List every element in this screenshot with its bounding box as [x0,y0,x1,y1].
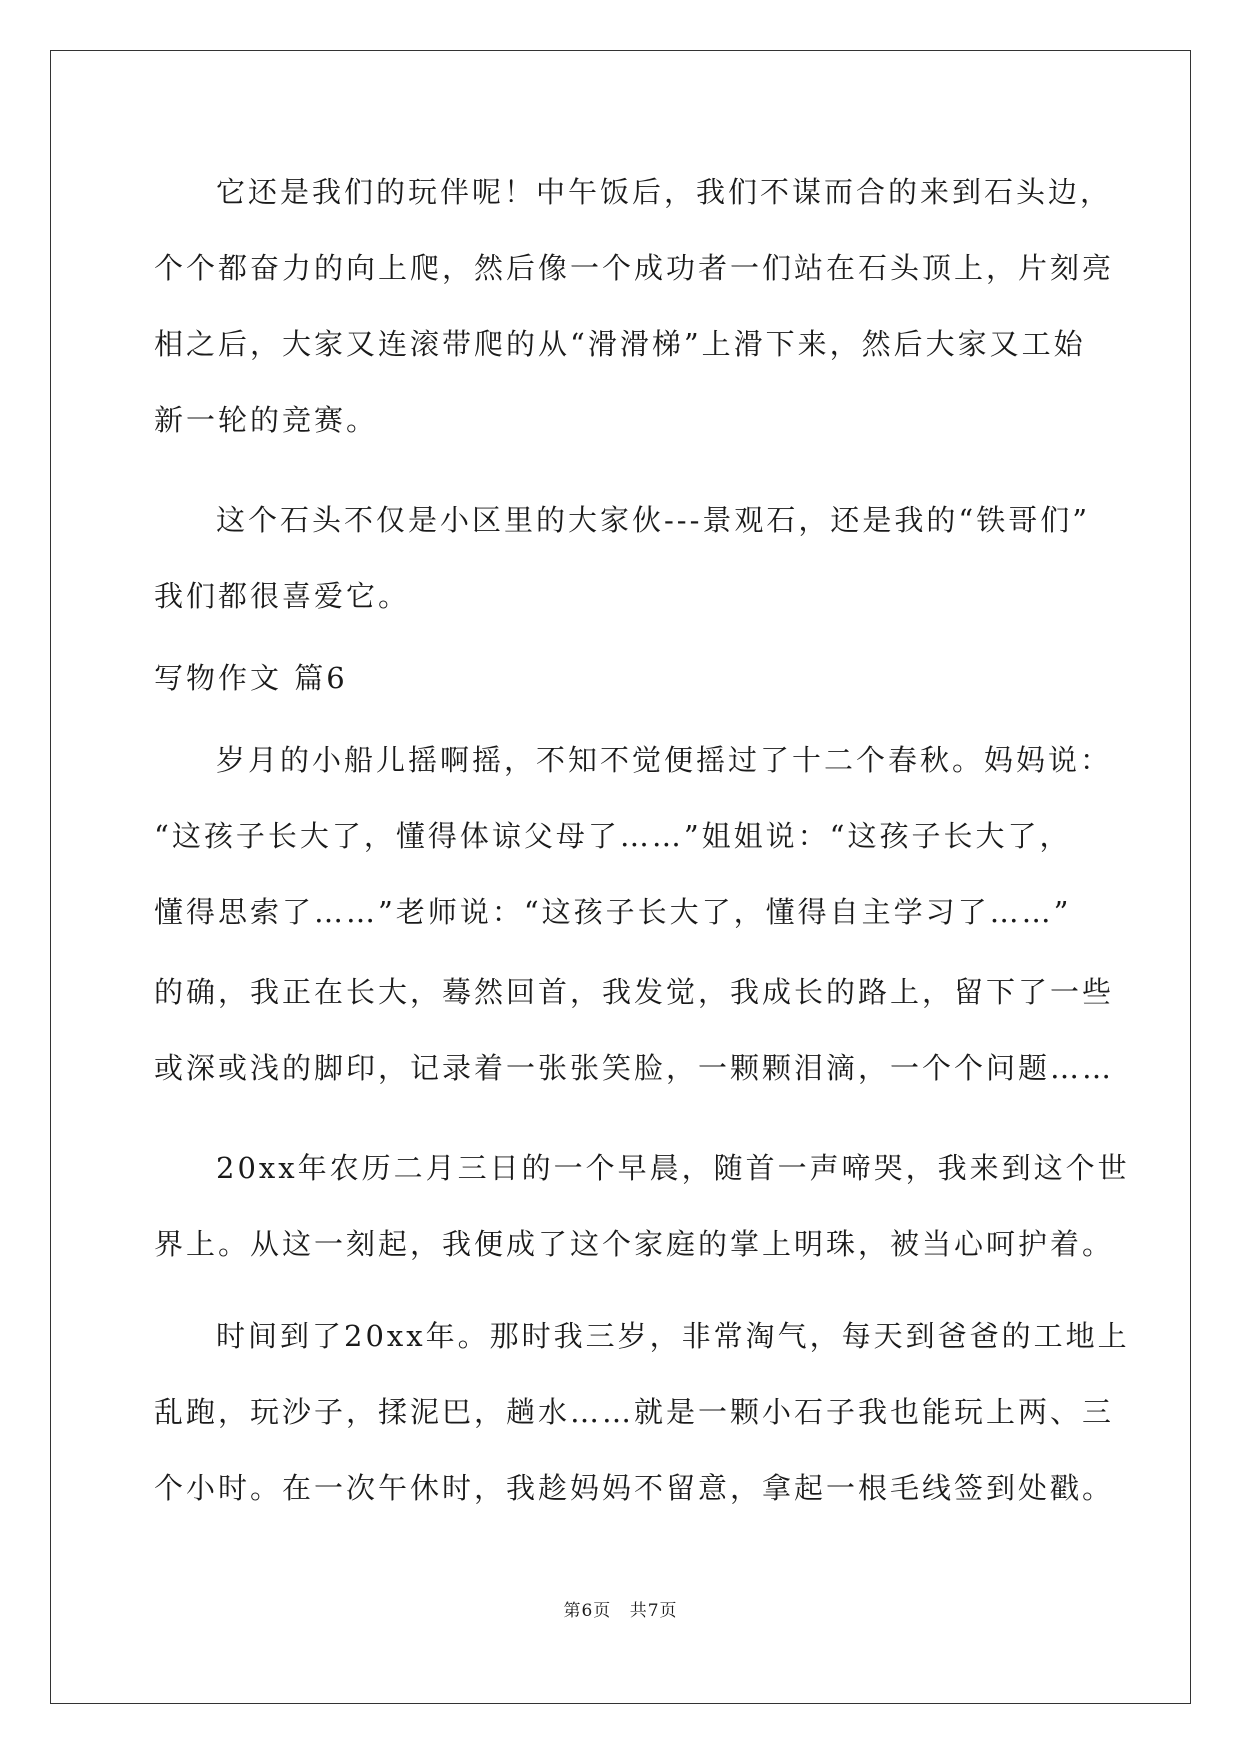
page-current: 第6页 [563,1601,612,1621]
paragraph-line: 的确，我正在长大，蓦然回首，我发觉，我成长的路上，留下了一些 [154,975,1115,1009]
paragraph-line: 20xx年农历二月三日的一个早晨，随首一声啼哭，我来到这个世 [216,1151,1130,1185]
paragraph-line: 界上。从这一刻起，我便成了这个家庭的掌上明珠，被当心呵护着。 [154,1227,1115,1261]
paragraph-line: 岁月的小船儿摇啊摇，不知不觉便摇过了十二个春秋。妈妈说： [216,743,1113,777]
paragraph-line: 个个都奋力的向上爬，然后像一个成功者一们站在石头顶上，片刻亮 [154,251,1115,285]
paragraph-line: 乱跑，玩沙子，揉泥巴，趟水……就是一颗小石子我也能玩上两、三 [154,1395,1115,1429]
paragraph-line: 个小时。在一次午休时，我趁妈妈不留意，拿起一根毛线签到处戳。 [154,1471,1115,1505]
paragraph-line: 或深或浅的脚印，记录着一张张笑脸，一颗颗泪滴，一个个问题…… [154,1051,1115,1085]
paragraph-line: 我们都很喜爱它。 [154,579,411,613]
page-total: 共7页 [629,1601,678,1621]
paragraph-line: 它还是我们的玩伴呢！中午饭后，我们不谋而合的来到石头边， [216,175,1113,209]
page-frame [50,50,1191,1704]
paragraph-line: 时间到了20xx年。那时我三岁，非常淘气，每天到爸爸的工地上 [216,1319,1130,1353]
paragraph-line: 懂得思索了……”老师说：“这孩子长大了，懂得自主学习了……” [154,895,1072,929]
paragraph-line: 这个石头不仅是小区里的大家伙---景观石，还是我的“铁哥们” [216,503,1091,537]
paragraph-line: 新一轮的竞赛。 [154,403,379,437]
paragraph-line: 相之后，大家又连滚带爬的从“滑滑梯”上滑下来，然后大家又工始 [154,327,1086,361]
section-heading: 写物作文 篇6 [154,661,348,695]
page-footer [0,1596,1241,1621]
paragraph-line: “这孩子长大了，懂得体谅父母了……”姐姐说：“这孩子长大了， [154,819,1072,853]
